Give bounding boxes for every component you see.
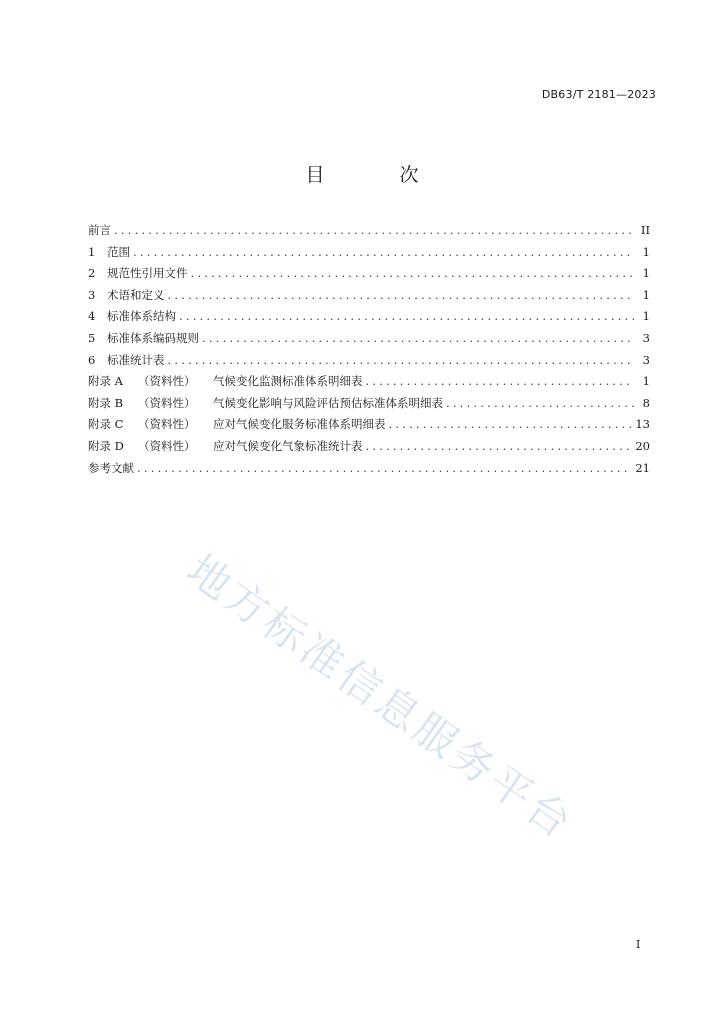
toc-appendix-label: 附录 A — [88, 374, 123, 389]
toc-entry-structure[interactable] — [88, 306, 650, 328]
toc-entry-title: 应对气候变化气象标准统计表 — [213, 438, 363, 453]
toc-entry-title: 应对气候变化服务标准体系明细表 — [213, 417, 386, 432]
toc-entry-preface[interactable] — [88, 220, 650, 242]
toc-appendix-nature: （资料性） — [138, 438, 196, 453]
toc-appendix-nature: （资料性） — [138, 374, 196, 389]
toc-page-number: 3 — [642, 330, 650, 345]
toc-leader-dots — [366, 371, 635, 393]
toc-entry-appendix-b[interactable] — [88, 393, 650, 415]
toc-page-number: 1 — [642, 244, 650, 259]
toc-page-number: 1 — [642, 266, 650, 281]
toc-entry-bibliography[interactable] — [88, 458, 650, 480]
toc-entry-title: 标准体系编码规则 — [107, 330, 199, 345]
toc-page-number: 1 — [642, 374, 650, 389]
toc-entry-scope[interactable] — [88, 242, 650, 264]
toc-appendix-nature: （资料性） — [138, 395, 196, 410]
toc-entry-coding-rules[interactable] — [88, 328, 650, 350]
toc-entry-statistics[interactable] — [88, 350, 650, 372]
toc-entry-title: 范围 — [107, 244, 130, 259]
toc-leader-dots — [202, 328, 634, 350]
toc-entry-appendix-c[interactable] — [88, 414, 650, 436]
toc-leader-dots — [366, 436, 632, 458]
toc-leader-dots — [114, 220, 634, 242]
table-of-contents — [88, 220, 650, 479]
toc-page-number: 20 — [635, 438, 650, 453]
toc-entry-title: 参考文献 — [88, 460, 134, 475]
footer-page-number: I — [636, 938, 641, 951]
toc-entry-normative-references[interactable] — [88, 263, 650, 285]
watermark: 地方标准信息服务平台 — [178, 545, 584, 850]
toc-leader-dots — [446, 393, 634, 415]
toc-leader-dots — [389, 414, 632, 436]
toc-leader-dots — [168, 350, 635, 372]
toc-entry-number: 1 — [88, 244, 96, 259]
toc-appendix-label: 附录 B — [88, 395, 124, 410]
toc-entry-title: 前言 — [88, 223, 111, 237]
document-code: DB63/T 2181—2023 — [541, 88, 656, 101]
toc-page-number: 3 — [642, 352, 650, 367]
toc-entry-title: 气候变化影响与风险评估预估标准体系明细表 — [213, 395, 443, 410]
toc-leader-dots — [137, 458, 631, 480]
page-title: 目 次 — [305, 164, 447, 186]
toc-entry-title: 标准统计表 — [107, 352, 165, 367]
toc-page-number: 8 — [642, 395, 650, 410]
toc-page-number: 21 — [635, 460, 650, 475]
toc-entry-title: 气候变化监测标准体系明细表 — [213, 374, 363, 389]
toc-appendix-nature: （资料性） — [138, 417, 196, 432]
toc-entry-appendix-d[interactable] — [88, 436, 650, 458]
toc-entry-number: 4 — [88, 309, 96, 324]
toc-entry-number: 2 — [88, 266, 96, 281]
toc-leader-dots — [179, 306, 634, 328]
toc-page-number: 13 — [635, 417, 650, 432]
toc-leader-dots — [133, 242, 634, 264]
toc-appendix-label: 附录 C — [88, 417, 124, 432]
toc-page-number: 1 — [642, 309, 650, 324]
toc-entry-title: 标准体系结构 — [107, 309, 176, 324]
toc-leader-dots — [168, 285, 635, 307]
toc-page-number: II — [640, 223, 650, 237]
toc-entry-terms[interactable] — [88, 285, 650, 307]
toc-entry-number: 3 — [88, 287, 96, 302]
toc-page-number: 1 — [642, 287, 650, 302]
toc-entry-number: 5 — [88, 330, 96, 345]
toc-entry-number: 6 — [88, 352, 96, 367]
toc-entry-title: 规范性引用文件 — [107, 266, 188, 281]
toc-appendix-label: 附录 D — [88, 438, 124, 453]
toc-entry-title: 术语和定义 — [107, 287, 165, 302]
toc-leader-dots — [191, 263, 635, 285]
toc-entry-appendix-a[interactable] — [88, 371, 650, 393]
